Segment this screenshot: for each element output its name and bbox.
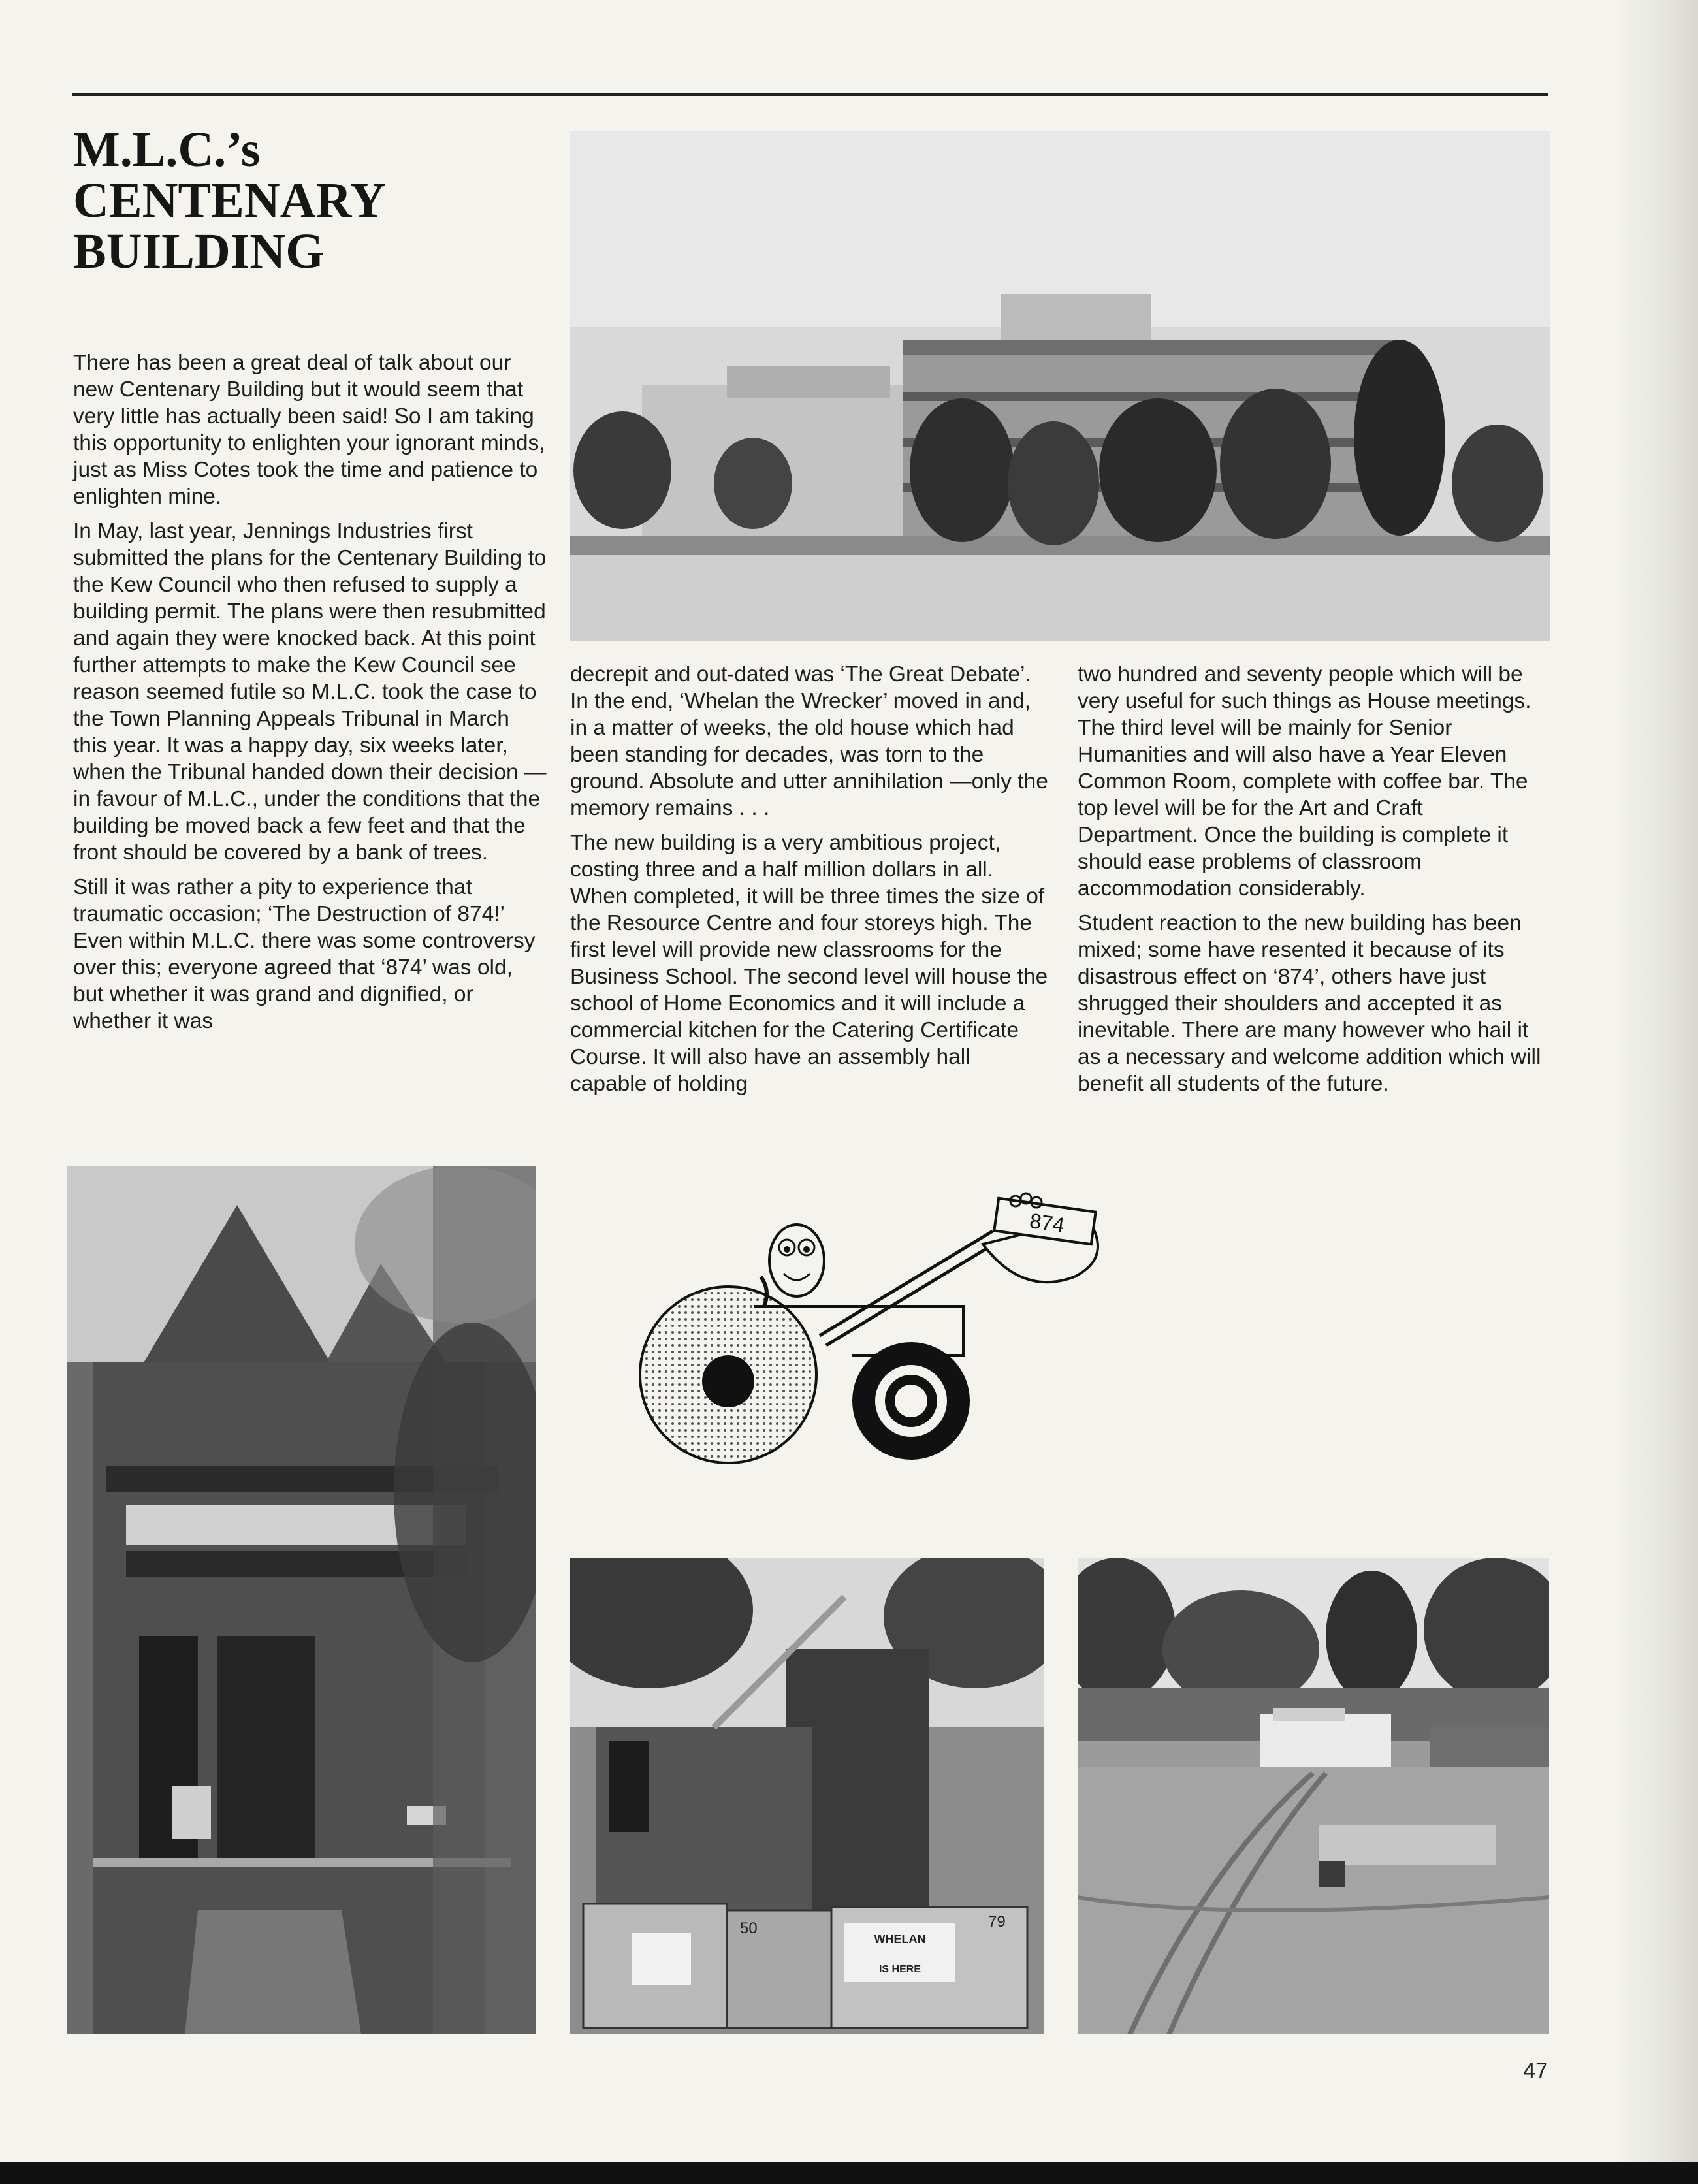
bin-number: 50 [740,1919,758,1937]
title-line-1: M.L.C.’s [73,122,261,177]
title-line-3: BUILDING [73,224,325,279]
article-column-2 [570,661,1050,1105]
cleared-site-photo [1078,1558,1549,2034]
cartoon-874-tag: 874 [1028,1208,1066,1238]
page-binding-shadow [1613,0,1698,2184]
paragraph: decrepit and out-dated was ‘The Great Debate’. In the end, ‘Whelan the Wrecker’ moved in and, in a matter of weeks, the old house which had been standing for decades, was torn to the ground. Absolute and utter annihilation —only the memory remains . . . [570,662,1048,820]
top-rule [72,93,1548,96]
paragraph: two hundred and seventy people which will be very useful for such things as House meetings. The third level will be mainly for Senior Humanities and will also have a Year Eleven Common Room, complete with coffee bar. The top level will be for the Art and Craft Department. Once the building is complete it should ease problems of classroom accommodation considerably. [1078,662,1531,901]
wrecker-cartoon [630,1192,1136,1486]
article-column-3 [1078,661,1548,1105]
paragraph: Student reaction to the new building has been mixed; some have resented it because of its disastrous effect on ‘874’, others have just shrugged their shoulders and accepted it as inevitable. There are many however who hail it as a necessary and welcome addition which will benefit all students of the future. [1078,911,1541,1096]
article-title [73,124,543,277]
paragraph: In May, last year, Jennings Industries first submitted the plans for the Centenary Building to the Kew Council who then refused to supply a building permit. The plans were then resubmitted and again they were knocked back. At this point further attempts to make the Kew Council see reason seemed futile so M.L.C. took the case to the Town Planning Appeals Tribunal in March this year. It was a happy day, six weeks later, when the Tribunal handed down their decision — in favour of M.L.C., under the conditions that the building be moved back a few feet and that the front should be covered by a bank of trees. [73,519,547,865]
bin-sign-is-here: IS HERE [878,1964,921,1975]
paragraph: The new building is a very ambitious project, costing three and a half million dollars in all. When completed, it will be three times the size of the Resource Centre and four storeys high. The first level will provide new classrooms for the Business School. The second level will house the school of Home Economics and it will include a commercial kitchen for the Catering Certificate Course. It will also have an assembly hall capable of holding [570,831,1048,1096]
scan-edge [0,2162,1698,2184]
demolition-bins-photo [570,1558,1044,2034]
page-number: 47 [1523,2059,1548,2083]
building-model-photo [570,131,1550,641]
old-house-874-photo [67,1166,536,2034]
bin-number: 79 [988,1913,1006,1931]
paragraph: There has been a great deal of talk about our new Centenary Building but it would seem that very little has actually been said! So I am taking this opportunity to enlighten your ignorant minds, just as Miss Cotes took the time and patience to enlighten mine. [73,351,545,509]
paragraph: Still it was rather a pity to experience that traumatic occasion; ‘The Destruction of 874!’ Even within M.L.C. there was some controversy over this; everyone agreed that ‘874’ was old, but whether it was grand and dignified, or whether it was [73,875,536,1033]
bin-sign-whelan: WHELAN [874,1933,926,1946]
article-column-1 [73,349,547,1042]
title-line-2: CENTENARY [73,173,386,228]
